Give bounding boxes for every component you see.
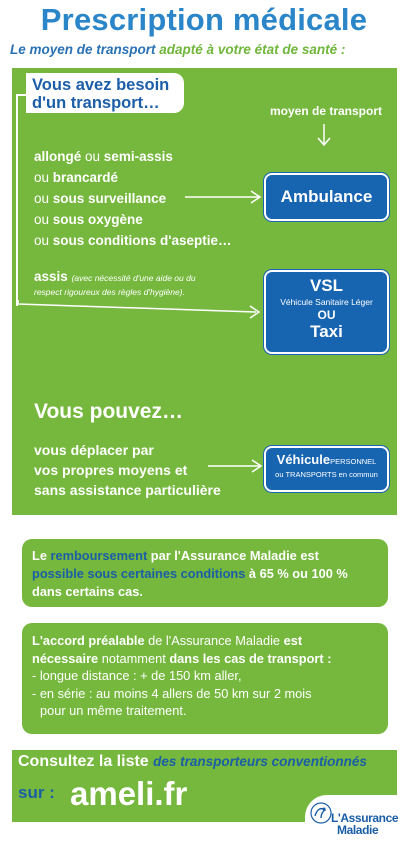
condition-item: ou sous surveillance xyxy=(34,191,167,206)
ameli-link[interactable]: ameli.fr xyxy=(70,775,188,812)
condition-item: ou brancardé xyxy=(34,170,119,185)
condition-item: ou sous oxygène xyxy=(34,212,143,227)
vehicule-subtitle: ou TRANSPORTS en commun xyxy=(275,470,378,479)
assis-note: (avec nécessité d'une aide ou du respect rigoureux des règles d'hygiène). xyxy=(34,273,196,297)
vehicule-box xyxy=(264,446,389,492)
vsl-ou: OU xyxy=(317,308,336,322)
pouvez-line: vos propres moyens et xyxy=(34,462,188,478)
sur-label: sur : xyxy=(18,783,55,802)
pouvez-heading: Vous pouvez… xyxy=(34,400,183,423)
vehicule-title: VéhiculePERSONNEL xyxy=(276,452,377,467)
condition-item: allongé ou semi-assis xyxy=(34,149,173,164)
assurance-maladie-logo-icon xyxy=(309,801,333,825)
pouvez-line: sans assistance particulière xyxy=(34,482,221,498)
accord-text: L'accord préalable de l'Assurance Maladie est nécessaire notamment dans les cas de transport : - longue distance : + de 150 km aller, - en série : au moins 4 allers de 50 km sur 2 mois pour un même traitement. xyxy=(32,633,332,718)
vsl-box xyxy=(264,270,389,354)
down-arrow-icon xyxy=(314,124,334,148)
pouvez-line: vous déplacer par xyxy=(34,442,154,458)
arrow-right-icon xyxy=(18,300,263,324)
besoin-line2: d'un transport… xyxy=(32,94,160,112)
ambulance-box: Ambulance xyxy=(264,173,389,221)
pouvez-list xyxy=(34,440,221,500)
subtitle-part1: Le moyen de transport xyxy=(10,42,156,57)
frame-line xyxy=(16,94,18,306)
arrow-right-icon xyxy=(185,190,263,204)
moyen-label: moyen de transport xyxy=(269,104,383,118)
taxi-label: Taxi xyxy=(310,322,343,341)
vsl-subtitle: Véhicule Sanitaire Léger xyxy=(280,297,373,307)
remboursement-text: Le remboursement par l'Assurance Maladie est possible sous certaines conditions à 65 % ou 100 % dans certains cas. xyxy=(32,548,348,599)
besoin-line1: Vous avez besoin xyxy=(32,76,170,94)
subtitle xyxy=(10,42,408,57)
subtitle-part2: adapté à votre état de santé : xyxy=(159,42,346,57)
vsl-title: VSL xyxy=(309,276,344,295)
assis-word: assis xyxy=(34,269,68,284)
consultez-line: Consultez la liste des transporteurs conventionnés xyxy=(18,753,367,770)
besoin-heading xyxy=(32,76,169,112)
arrow-right-icon xyxy=(208,459,264,473)
assis-block xyxy=(34,270,199,298)
page-title: Prescription médicale xyxy=(40,2,368,37)
condition-item: ou sous conditions d'aseptie… xyxy=(34,233,232,248)
logo-text: L'Assurance Maladie xyxy=(331,811,399,837)
